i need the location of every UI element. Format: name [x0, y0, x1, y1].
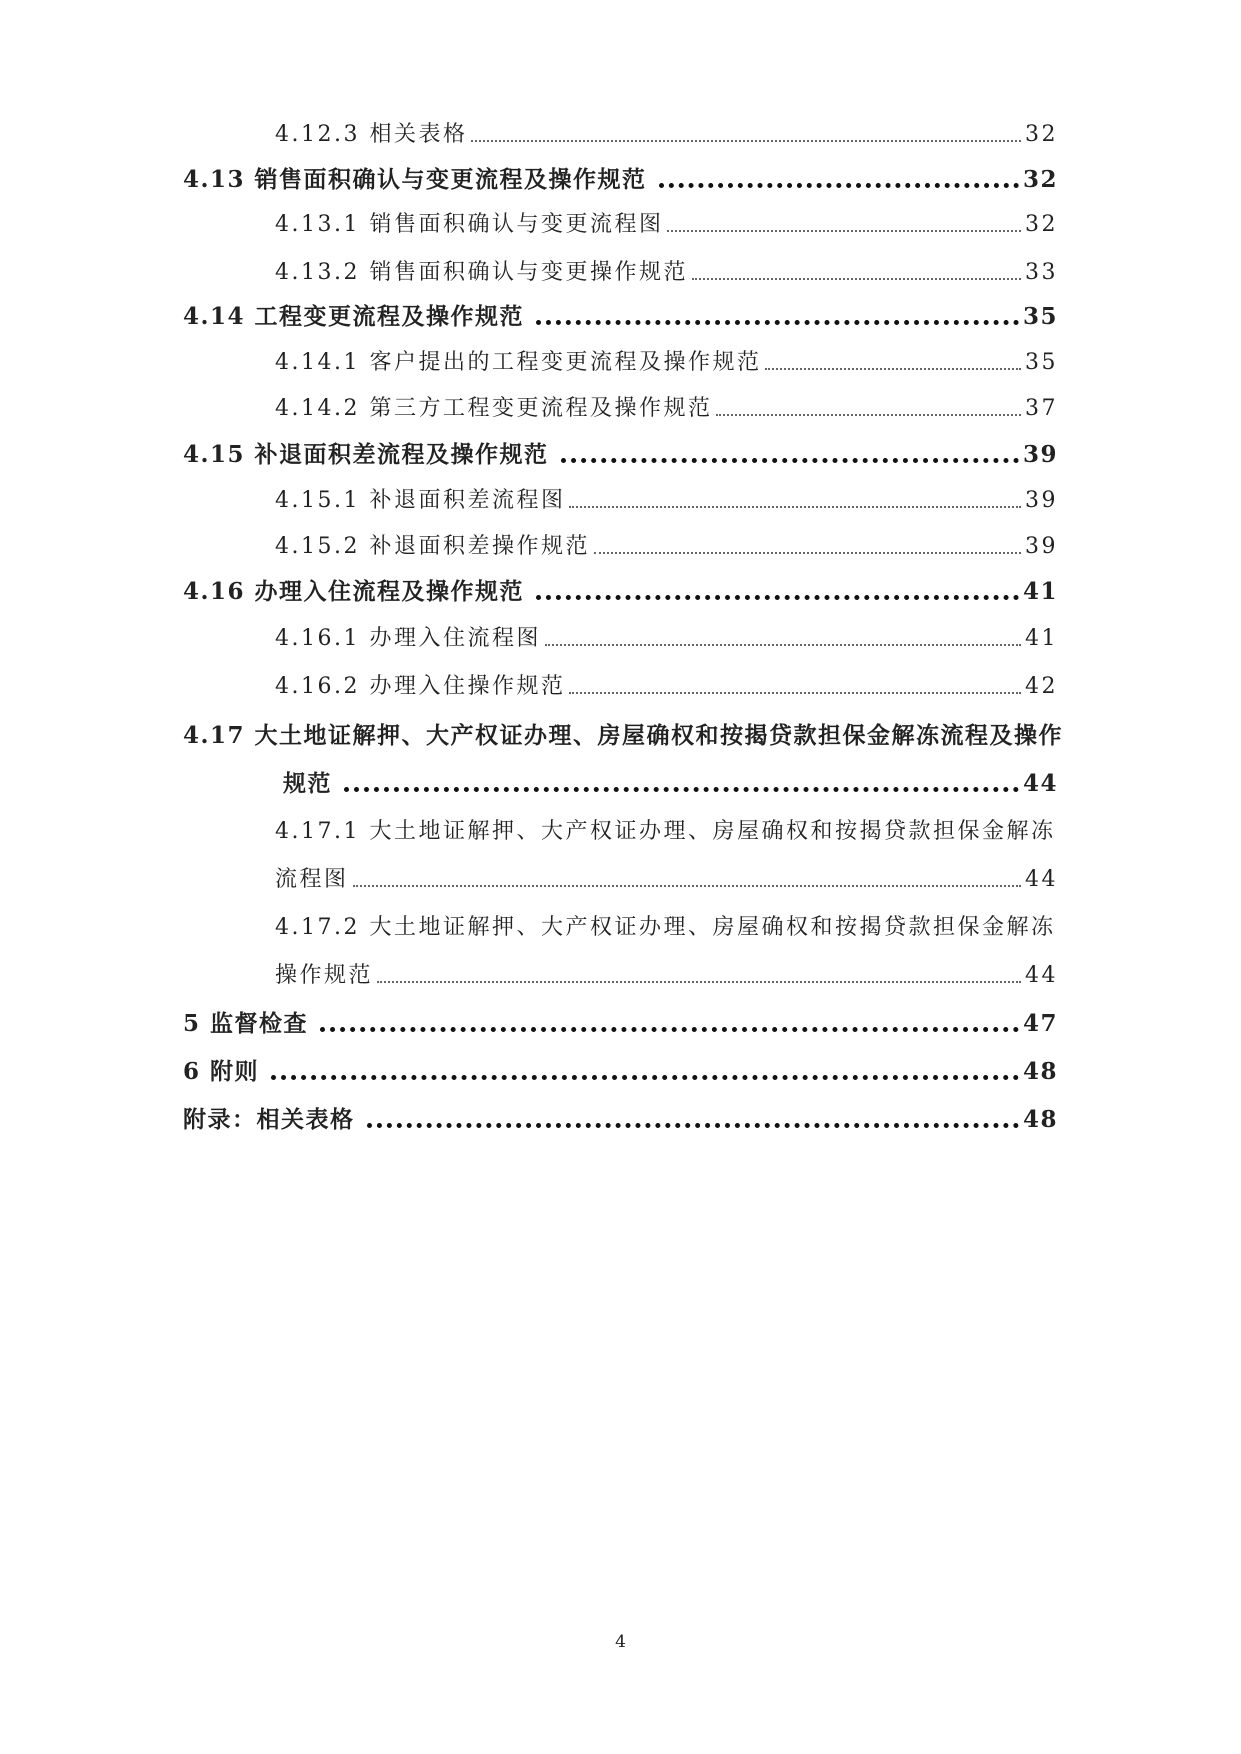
- toc-entry-page: 33: [1025, 260, 1058, 285]
- dot-leader: [367, 1123, 1019, 1128]
- toc-entry-title: 规范: [283, 770, 332, 797]
- toc-entry-title: 4.13 销售面积确认与变更流程及操作规范: [183, 166, 647, 193]
- toc-entry-title: 4.15.1 补退面积差流程图: [275, 488, 566, 513]
- toc-entry-title: 6 附则: [183, 1058, 260, 1085]
- dot-leader: [569, 692, 1021, 694]
- toc-entry-title: 4.16.2 办理入住操作规范: [275, 674, 566, 699]
- toc-entry-title: 4.14.1 客户提出的工程变更流程及操作规范: [275, 350, 762, 375]
- toc-entry[interactable]: [183, 438, 1058, 472]
- toc-entry-title-line1[interactable]: 4.17.2 大土地证解押、大产权证办理、房屋确权和按揭贷款担保金解冻: [275, 915, 1056, 940]
- toc-entry-title: 4.13.1 销售面积确认与变更流程图: [275, 212, 664, 237]
- toc-entry-title: 4.13.2 销售面积确认与变更操作规范: [275, 260, 688, 285]
- page-number: 4: [615, 1632, 626, 1652]
- toc-entry-page: 41: [1025, 626, 1058, 651]
- toc-entry-page: 35: [1025, 350, 1058, 375]
- toc-entry[interactable]: [275, 484, 1058, 518]
- toc-entry-page: 37: [1025, 396, 1058, 421]
- toc-entry-title: 4.16 办理入住流程及操作规范: [183, 578, 525, 605]
- toc-entry-title: 4.15 补退面积差流程及操作规范: [183, 441, 549, 468]
- toc-entry-page: 35: [1022, 303, 1058, 330]
- toc-entry[interactable]: [275, 670, 1058, 704]
- dot-leader: [716, 414, 1021, 416]
- toc-entry[interactable]: [183, 1055, 1058, 1089]
- toc-entry-page: 48: [1022, 1058, 1058, 1085]
- toc-entry-title-line1[interactable]: 4.17.1 大土地证解押、大产权证办理、房屋确权和按揭贷款担保金解冻: [275, 819, 1056, 844]
- toc-entry[interactable]: [275, 622, 1058, 656]
- toc-entry-title: 4.15.2 补退面积差操作规范: [275, 534, 590, 559]
- dot-leader: [569, 506, 1021, 508]
- toc-entry-page: 39: [1022, 441, 1058, 468]
- toc-entry-page: 47: [1022, 1010, 1058, 1037]
- toc-entry[interactable]: [275, 392, 1058, 426]
- dot-leader: [536, 320, 1019, 325]
- toc-entry-title: 4.16.1 办理入住流程图: [275, 626, 541, 651]
- dot-leader: [353, 885, 1021, 887]
- dot-leader: [692, 278, 1021, 280]
- toc-entry-title: 4.14.2 第三方工程变更流程及操作规范: [275, 396, 713, 421]
- toc-entry[interactable]: [283, 767, 1058, 801]
- toc-entry-title: 4.14 工程变更流程及操作规范: [183, 303, 525, 330]
- toc-entry[interactable]: [275, 346, 1058, 380]
- toc-entry[interactable]: [183, 300, 1058, 334]
- toc-entry-title: 流程图: [275, 867, 349, 892]
- toc-entry[interactable]: [275, 118, 1058, 152]
- dot-leader: [765, 368, 1021, 370]
- dot-leader: [471, 140, 1021, 142]
- toc-entry-page: 39: [1025, 488, 1058, 513]
- toc-entry-title: 操作规范: [275, 963, 374, 988]
- dot-leader: [377, 981, 1021, 983]
- toc-entry[interactable]: [183, 575, 1058, 609]
- toc-entry-page: 32: [1022, 166, 1058, 193]
- toc-entry-page: 41: [1022, 578, 1058, 605]
- dot-leader: [536, 595, 1019, 600]
- toc-entry-page: 44: [1025, 963, 1058, 988]
- toc-entry-title: 4.12.3 相关表格: [275, 122, 468, 147]
- dot-leader: [271, 1075, 1019, 1080]
- toc-entry-page: 39: [1025, 534, 1058, 559]
- toc-entry-title: 附录：相关表格: [183, 1106, 355, 1133]
- toc-entry[interactable]: [183, 1103, 1058, 1137]
- toc-entry-page: 32: [1025, 122, 1058, 147]
- toc-entry[interactable]: [183, 163, 1058, 197]
- toc-entry[interactable]: [275, 208, 1058, 242]
- dot-leader: [561, 458, 1019, 463]
- toc-entry-page: 42: [1025, 674, 1058, 699]
- toc-entry-page: 32: [1025, 212, 1058, 237]
- toc-entry-title-line1[interactable]: 4.17 大土地证解押、大产权证办理、房屋确权和按揭贷款担保金解冻流程及操作: [183, 722, 1064, 749]
- toc-entry[interactable]: [183, 1007, 1058, 1041]
- toc-entry[interactable]: [275, 959, 1058, 993]
- toc-entry-page: 44: [1025, 867, 1058, 892]
- toc-entry-page: 48: [1022, 1106, 1058, 1133]
- dot-leader: [594, 552, 1021, 554]
- dot-leader: [545, 644, 1021, 646]
- toc-entry[interactable]: [275, 256, 1058, 290]
- toc-entry[interactable]: [275, 863, 1058, 897]
- toc-entry-title: 5 监督检查: [183, 1010, 309, 1037]
- dot-leader: [667, 230, 1021, 232]
- toc-entry-page: 44: [1022, 770, 1058, 797]
- dot-leader: [659, 183, 1019, 188]
- toc-entry[interactable]: [275, 530, 1058, 564]
- dot-leader: [344, 787, 1019, 792]
- dot-leader: [320, 1027, 1019, 1032]
